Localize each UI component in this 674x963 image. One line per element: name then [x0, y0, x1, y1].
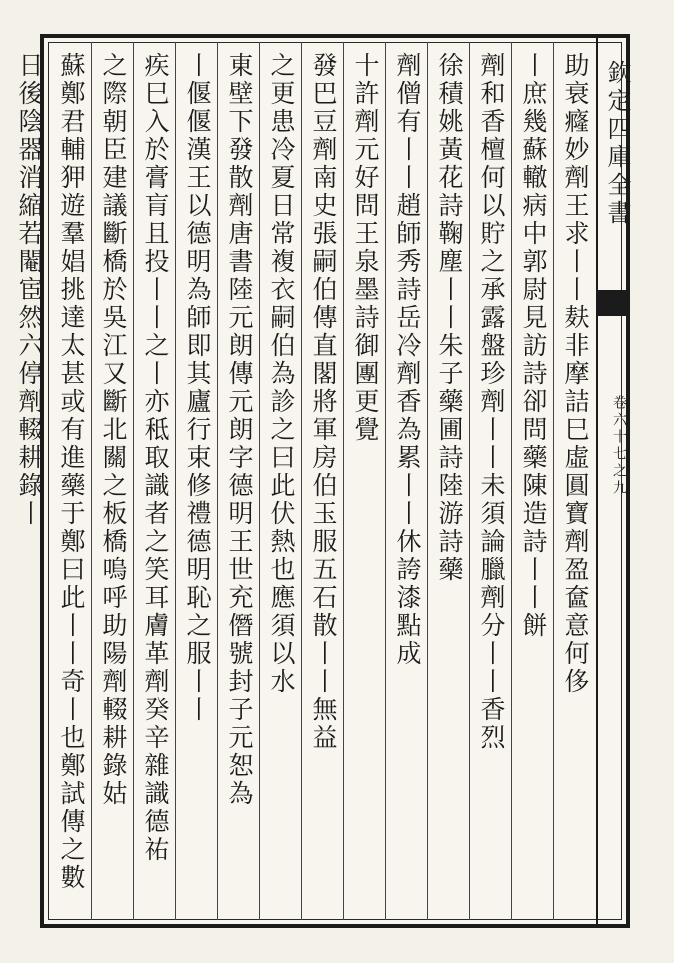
text-column-1: 助衰癃妙劑王求丨丨麸非摩詰巳虛圓寶劑盈奩意何侈 [561, 52, 590, 696]
fishtail-mark [598, 290, 630, 316]
text-column-6: 十許劑元好問王泉墨詩御團更覺 [351, 52, 380, 444]
text-column-4: 徐積姚黃花詩鞠塵丨丨朱子藥圃詩陸游詩藥 [435, 52, 464, 584]
text-column-11: 疾巳入於膏肓且投丨丨之丨亦秪取識者之笑耳膚革劑癸辛雜識德祐 [141, 52, 170, 864]
running-title: 欽定四庫全書 [603, 60, 631, 228]
folio-label: 卷六十七之九 [611, 395, 627, 497]
text-column-3: 劑和香檀何以貯之承露盤珍劑丨丨未須論臘劑分丨丨香烈 [477, 52, 506, 752]
text-column-2: 丨庶幾蘇轍病中郭尉見訪詩卻問藥陳造詩丨丨餅 [519, 52, 548, 640]
text-column-5: 劑僧有丨丨趙師秀詩岳冷劑香為累丨丨休誇漆點成 [393, 52, 422, 668]
text-column-8: 之更患冷夏日常複衣嗣伯為診之曰此伏熱也應須以水 [267, 52, 296, 696]
text-column-13: 蘇鄭君輔狎遊羣娼挑達太甚或有進藥于鄭曰此丨丨奇丨也鄭試傳之數日後陰器消縮若閹宦然六停劑輟耕錄丨 [15, 52, 86, 892]
text-column-12: 之際朝臣建議斷橋於吳江又斷北關之板橋嗚呼助陽劑輟耕錄姑 [99, 52, 128, 808]
text-column-10: 丨偃偃漢王以德明為師即其廬行束修禮德明恥之服丨丨 [183, 52, 212, 724]
text-column-9: 東壁下發散劑唐書陸元朗傳元朗字德明王世充僭號封子元恕為 [225, 52, 254, 808]
text-column-7: 發巴豆劑南史張嗣伯傳直閣將軍房伯玉服五石散丨丨無益 [309, 52, 338, 752]
